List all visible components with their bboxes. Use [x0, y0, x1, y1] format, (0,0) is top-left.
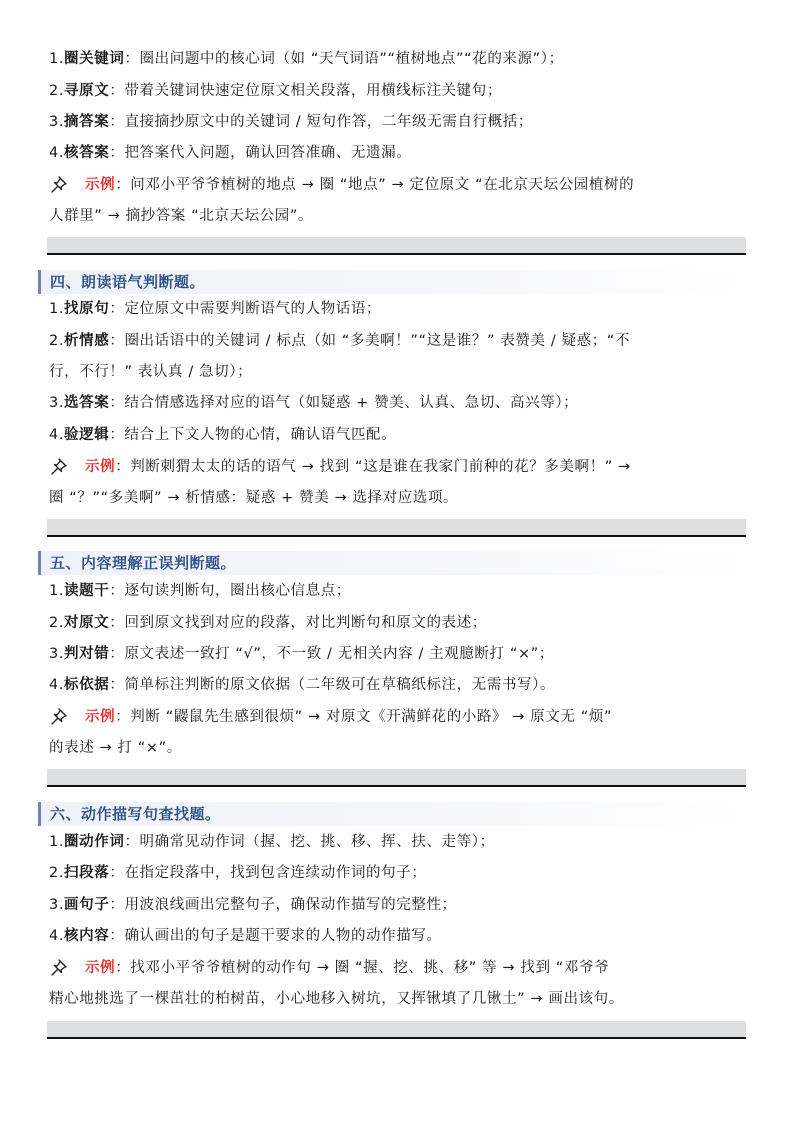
- step-number: 4.: [49, 677, 65, 693]
- step-number: 1.: [49, 583, 65, 599]
- step-line: [49, 832, 764, 852]
- step-line: [49, 926, 764, 946]
- step-keyword: 圈动作词: [64, 834, 125, 850]
- step-line: [49, 49, 764, 69]
- step-line: [49, 81, 764, 101]
- step-keyword: 验逻辑: [64, 427, 110, 443]
- section-heading: 五、内容理解正误判断题。: [50, 554, 237, 572]
- step-keyword: 找原句: [64, 301, 110, 317]
- step-text: ：明确常见动作词（握、挖、挑、移、挥、扶、走等）；: [124, 834, 495, 850]
- example-line: [49, 175, 764, 195]
- step-number: 1.: [49, 301, 65, 317]
- example-line: [49, 958, 764, 978]
- step-text: ：直接摘抄原文中的关键词 / 短句作答，二年级无需自行概括；: [109, 114, 533, 130]
- step-keyword: 摘答案: [64, 114, 110, 130]
- step-text: ：确认画出的句子是题干要求的人物的动作描写。: [109, 928, 442, 944]
- step-number: 2.: [49, 615, 65, 631]
- step-text: ：简单标注判断的原文依据（二年级可在草稿纸标注，无需书写）。: [109, 677, 556, 693]
- example-line-continued: 人群里” → 摘抄答案 “北京天坛公园”。: [49, 208, 314, 224]
- step-text: ：结合上下文人物的心情，确认语气匹配。: [109, 427, 397, 443]
- step-text: ：圈出话语中的关键词 / 标点（如 “多美啊！”“这是谁？” 表赞美 / 疑惑；“不: [109, 333, 631, 349]
- step-text: ：回到原文找到对应的段落，对比判断句和原文的表述；: [109, 615, 487, 631]
- step-number: 2.: [49, 865, 65, 881]
- heading-accent: [38, 551, 41, 575]
- pushpin-icon: [49, 457, 71, 477]
- step-keyword: 析情感: [64, 333, 110, 349]
- example-text: ：判断 “鼹鼠先生感到很烦” → 对原文《开满鲜花的小路》 → 原文无 “烦”: [115, 709, 613, 725]
- step-line: [49, 895, 764, 915]
- heading-accent: [38, 802, 41, 826]
- step-text: ：结合情感选择对应的语气（如疑惑 + 赞美、认真、急切、高兴等）；: [109, 395, 579, 411]
- section-heading: 四、朗读语气判断题。: [50, 273, 206, 291]
- step-keyword: 判对错: [64, 646, 110, 662]
- step-number: 4.: [49, 145, 65, 161]
- step-number: 2.: [49, 333, 65, 349]
- step-number: 3.: [49, 897, 65, 913]
- section-heading-bar: [38, 802, 746, 826]
- step-number: 2.: [49, 83, 65, 99]
- section-heading-bar: [38, 551, 746, 575]
- step-line: [49, 425, 764, 445]
- step-keyword: 扫段落: [64, 865, 110, 881]
- step-line-continued: 行，不行！” 表认真 / 急切）；: [49, 364, 253, 380]
- step-keyword: 选答案: [64, 395, 110, 411]
- step-line: [49, 675, 764, 695]
- example-line: [49, 457, 764, 477]
- example-line-continued: 圈 “？”“多美啊” → 析情感：疑惑 + 赞美 → 选择对应选项。: [49, 490, 459, 506]
- step-number: 1.: [49, 51, 65, 67]
- step-keyword: 画句子: [64, 897, 110, 913]
- step-line: [49, 613, 764, 633]
- section-divider: [47, 769, 746, 787]
- example-label: 示例: [85, 709, 116, 725]
- step-text: ：圈出问题中的核心词（如 “天气词语”“植树地点”“花的来源”）；: [124, 51, 564, 67]
- step-text: ：用波浪线画出完整句子，确保动作描写的完整性；: [109, 897, 457, 913]
- example-text: ：找邓小平爷爷植树的动作句 → 圈 “握、挖、挑、移” 等 → 找到 “邓爷爷: [115, 960, 610, 976]
- example-label: 示例: [85, 459, 116, 475]
- pushpin-icon: [49, 707, 71, 727]
- example-label: 示例: [85, 960, 116, 976]
- example-line-continued: 精心地挑选了一棵茁壮的柏树苗，小心地移入树坑，又挥锹填了几锹土” → 画出该句。: [49, 991, 624, 1007]
- section-heading-bar: [38, 270, 746, 294]
- step-number: 4.: [49, 928, 65, 944]
- example-label: 示例: [85, 177, 116, 193]
- step-text: ：逐句读判断句，圈出核心信息点；: [109, 583, 351, 599]
- example-text: ：问邓小平爷爷植树的地点 → 圈 “地点” → 定位原文 “在北京天坛公园植树的: [115, 177, 635, 193]
- step-keyword: 圈关键词: [64, 51, 125, 67]
- step-line: [49, 581, 764, 601]
- step-line: [49, 393, 764, 413]
- example-text: ：判断刺猬太太的话的语气 → 找到 “这是谁在我家门前种的花？多美啊！” →: [115, 459, 631, 475]
- step-text: ：定位原文中需要判断语气的人物话语；: [109, 301, 382, 317]
- step-keyword: 核答案: [64, 145, 110, 161]
- pushpin-icon: [49, 175, 71, 195]
- step-text: ：把答案代入问题，确认回答准确、无遗漏。: [109, 145, 412, 161]
- step-number: 4.: [49, 427, 65, 443]
- example-line-continued: 的表述 → 打 “×”。: [49, 740, 182, 756]
- example-line: [49, 707, 764, 727]
- step-keyword: 核内容: [64, 928, 110, 944]
- section-divider: [47, 237, 746, 255]
- step-line: [49, 863, 764, 883]
- step-number: 1.: [49, 834, 65, 850]
- step-number: 3.: [49, 395, 65, 411]
- heading-accent: [38, 270, 41, 294]
- step-line: [49, 644, 764, 664]
- step-keyword: 寻原文: [64, 83, 110, 99]
- step-keyword: 读题干: [64, 583, 110, 599]
- step-line: [49, 331, 764, 351]
- step-line: [49, 299, 764, 319]
- step-text: ：带着关键词快速定位原文相关段落，用横线标注关键句；: [109, 83, 502, 99]
- section-divider: [47, 519, 746, 537]
- step-number: 3.: [49, 646, 65, 662]
- step-text: ：在指定段落中，找到包含连续动作词的句子；: [109, 865, 427, 881]
- pushpin-icon: [49, 958, 71, 978]
- step-keyword: 对原文: [64, 615, 110, 631]
- step-text: ：原文表述一致打 “√”，不一致 / 无相关内容 / 主观臆断打 “×”；: [109, 646, 554, 662]
- section-divider: [47, 1021, 746, 1039]
- step-line: [49, 143, 764, 163]
- section-heading: 六、动作描写句查找题。: [50, 805, 221, 823]
- step-number: 3.: [49, 114, 65, 130]
- step-keyword: 标依据: [64, 677, 110, 693]
- step-line: [49, 112, 764, 132]
